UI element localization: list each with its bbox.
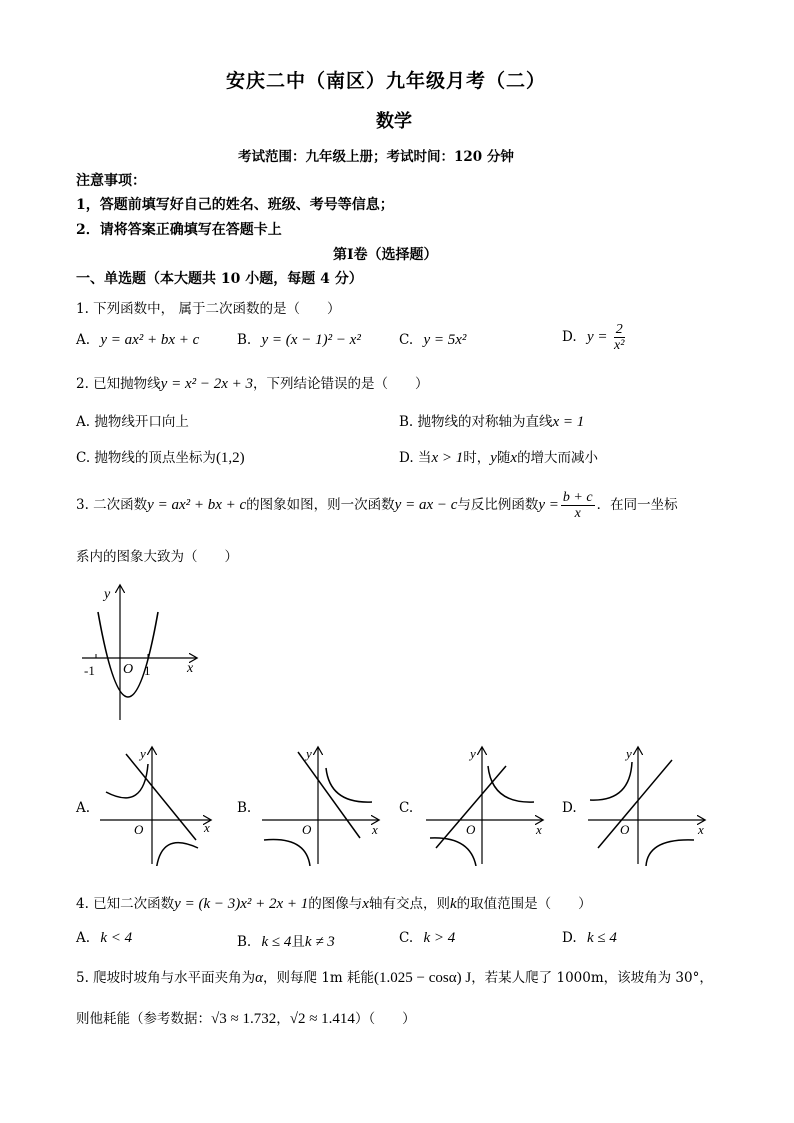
option-label: D.: [562, 329, 577, 345]
question-2-option-c: [76, 446, 245, 467]
option-expression: k > 4: [423, 930, 456, 946]
question-3-stem-line2: 系内的图象大致为（ ）: [76, 549, 238, 565]
option-text: D. 当: [399, 450, 432, 466]
fraction: [614, 322, 625, 353]
stem-text: 4. 已知二次函数: [76, 896, 175, 912]
y-label: y: [470, 746, 476, 761]
stem-text: 3. 二次函数: [76, 497, 148, 513]
option-label: B.: [237, 332, 252, 348]
notes-heading: 注意事项：: [76, 173, 146, 189]
stem-expression: α: [255, 970, 264, 986]
stem-text: 则他耗能（参考数据：: [76, 1011, 211, 1027]
stem-text: 的图像与: [308, 896, 363, 912]
x-label: x: [187, 661, 194, 676]
numerator: b + c: [562, 490, 593, 505]
question-1-option-d: [562, 322, 627, 353]
option-expression: x > 1: [431, 450, 464, 466]
question-4-option-b: [237, 930, 335, 951]
hyperbola-branch-lower: [156, 843, 198, 866]
option-expression: y = (x − 1)² − x²: [261, 332, 361, 348]
origin-label: O: [620, 822, 630, 837]
linear-function-line: [598, 760, 672, 848]
stem-text: 轴有交点，则: [368, 896, 450, 912]
part-title: 第Ⅰ卷（选择题）: [333, 247, 438, 263]
question-3-option-c-label: C.: [399, 800, 414, 816]
question-5-stem-line2: [76, 1007, 416, 1028]
stem-expression: y = (k − 3)x² + 2x + 1: [174, 896, 309, 912]
stem-expression: √3 ≈ 1.732: [211, 1011, 277, 1027]
question-1-option-a: [76, 332, 199, 349]
question-2-option-d: [399, 446, 598, 467]
origin-label: O: [466, 822, 476, 837]
stem-text: 与反比例函数: [457, 497, 539, 513]
stem-expression: y = x² − 2x + 3: [160, 376, 254, 392]
denominator: x: [574, 506, 581, 521]
subject-title: 数学: [376, 111, 412, 132]
question-1-option-b: [237, 332, 361, 349]
question-3-stem: [76, 490, 678, 521]
question-4-option-d: [562, 930, 617, 947]
stem-expression: y = ax² + bx + c: [147, 497, 247, 513]
question-2-option-b: [399, 410, 584, 431]
option-expression: y = 5x²: [423, 332, 467, 348]
option-expression: k ≤ 4: [261, 934, 292, 950]
stem-expression: x: [362, 896, 369, 912]
question-3-option-d-graph: [584, 744, 712, 866]
denominator: x²: [614, 338, 625, 353]
question-1-stem: 1. 下列函数中， 属于二次函数的是（ ）: [76, 301, 341, 317]
stem-text: 的取值范围是（ ）: [456, 896, 592, 912]
tick-1-label: 1: [144, 663, 151, 678]
x-label: x: [372, 822, 378, 837]
question-3-option-b-label: B.: [237, 800, 252, 816]
question-2-stem: [76, 372, 429, 393]
tick-neg1-label: -1: [84, 663, 95, 678]
option-label: A.: [76, 332, 91, 348]
hyperbola-branch-lower: [646, 840, 694, 866]
option-text: B. 抛物线的对称轴为直线: [399, 414, 553, 430]
hyperbola-branch-lower: [430, 838, 476, 866]
option-expression: y = ax² + bx + c: [100, 332, 200, 348]
option-text: 且: [291, 934, 305, 950]
stem-expression: √2 ≈ 1.414: [289, 1011, 355, 1027]
option-label: C.: [399, 930, 414, 946]
question-3-option-a-label: A.: [76, 800, 91, 816]
y-label: y: [140, 746, 146, 761]
stem-text: ，若某人爬了 1000m，该坡角为 30°，: [471, 970, 713, 986]
y-label: y: [104, 587, 111, 602]
numerator: 2: [615, 322, 623, 337]
stem-text: ，: [276, 1011, 290, 1027]
exam-scope: 考试范围：九年级上册；考试时间：120 分钟: [238, 149, 514, 165]
option-expression: (1,2): [215, 450, 245, 466]
origin-label: O: [134, 822, 144, 837]
hyperbola-branch-upper: [106, 764, 148, 798]
y-label: y: [306, 746, 312, 761]
stem-expression: y =: [538, 497, 559, 513]
question-4-option-c: [399, 930, 455, 947]
x-label: x: [698, 822, 704, 837]
stem-expression: (1.025 − cosα) J: [374, 970, 472, 986]
question-4-option-a: [76, 930, 132, 947]
x-label: x: [536, 822, 542, 837]
option-label: A.: [76, 930, 91, 946]
option-expression: x = 1: [552, 414, 585, 430]
question-4-stem: [76, 892, 592, 913]
hyperbola-branch-upper: [326, 768, 372, 802]
option-expression: k < 4: [100, 930, 133, 946]
parabola-curve: [98, 612, 158, 697]
hyperbola-branch-lower: [264, 840, 310, 866]
option-expression: x: [510, 450, 518, 466]
origin-label: O: [302, 822, 312, 837]
option-label: D.: [562, 930, 577, 946]
x-label: x: [204, 820, 210, 835]
notes-item: 2．请将答案正确填写在答题卡上: [76, 222, 282, 238]
fraction: [561, 490, 595, 521]
option-label: B.: [237, 934, 252, 950]
option-expression: k ≤ 4: [586, 930, 617, 946]
option-expression: y: [490, 450, 497, 466]
option-expression: k ≠ 3: [304, 934, 335, 950]
stem-expression: y = ax − c: [394, 497, 458, 513]
notes-item: 1，答题前填写好自己的姓名、班级、考号等信息；: [76, 197, 394, 213]
origin-label: O: [123, 662, 134, 677]
option-text: C. 抛物线的顶点坐标为: [76, 450, 216, 466]
hyperbola-branch-upper: [590, 762, 632, 800]
stem-text: ，下列结论错误的是（ ）: [253, 376, 429, 392]
hyperbola-branch-upper: [488, 766, 534, 802]
question-5-stem: [76, 966, 713, 987]
stem-text: ．在同一坐标: [596, 497, 678, 513]
option-text: 时，: [463, 450, 491, 466]
question-3-option-d-label: D.: [562, 800, 577, 816]
stem-text: ）（ ）: [354, 1011, 416, 1027]
stem-text: 的图象如图，则一次函数: [246, 497, 395, 513]
option-label: C.: [399, 332, 414, 348]
option-text: 随: [496, 450, 511, 466]
stem-text: 2. 已知抛物线: [76, 376, 161, 392]
stem-text: ，则每爬 1m 耗能: [263, 970, 375, 986]
question-1-option-c: [399, 332, 466, 349]
parabola-graph: [78, 582, 208, 722]
question-3-option-b-graph: [258, 744, 386, 866]
question-3-option-c-graph: [422, 744, 550, 866]
stem-expression: k: [449, 896, 457, 912]
option-text: 的增大而减小: [517, 450, 599, 466]
section-title: 一、单选题（本大题共 10 小题，每题 4 分）: [76, 271, 363, 287]
exam-title: 安庆二中（南区）九年级月考（二）: [226, 70, 547, 92]
question-3-option-a-graph: [92, 744, 220, 866]
option-expression: y =: [586, 329, 608, 345]
question-2-option-a: A. 抛物线开口向上: [76, 414, 189, 430]
stem-text: 5. 爬坡时坡角与水平面夹角为: [76, 970, 256, 986]
y-label: y: [626, 746, 632, 761]
